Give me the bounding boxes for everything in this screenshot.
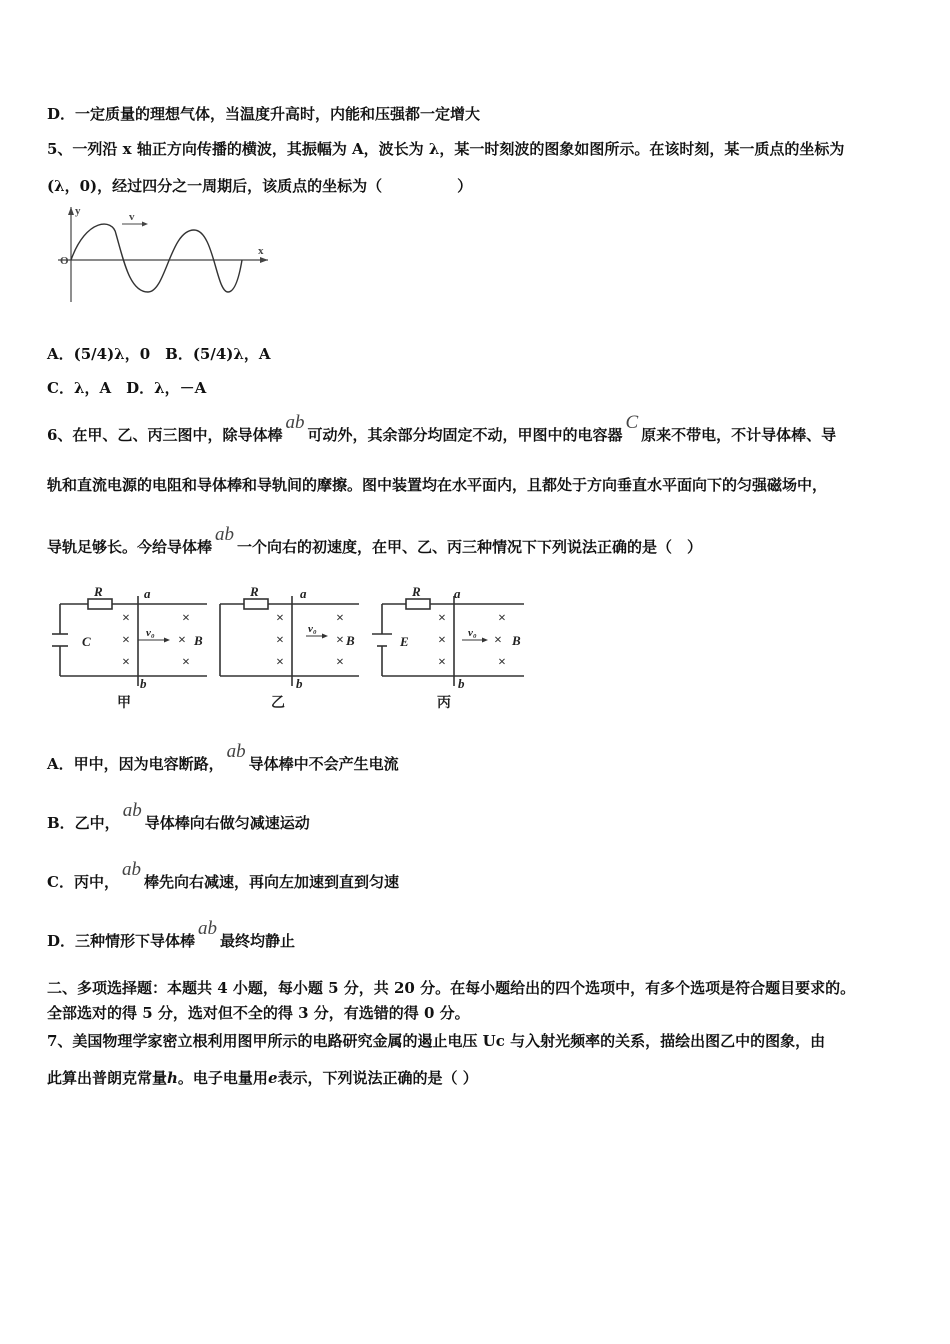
svg-text:×: × xyxy=(336,611,344,626)
circuit-name: 丙 xyxy=(437,696,451,711)
svg-text:×: × xyxy=(336,655,344,670)
q5-stem-line1: 5、一列沿 x 轴正方向传播的横波，其振幅为 A，波长为 λ，某一时刻波的图象如图所示。在该时刻，某一质点的坐标为 xyxy=(47,140,845,158)
component-label: E xyxy=(400,634,409,649)
velocity-label: v₀ xyxy=(468,627,477,639)
symbol-ab: ab xyxy=(198,918,218,939)
top-label: a xyxy=(144,586,151,601)
svg-text:×: × xyxy=(336,633,344,648)
circuit-jia xyxy=(52,584,214,712)
field-label: B xyxy=(512,633,521,648)
symbol-ab: ab xyxy=(285,412,305,433)
q7-stem-line1: 7、美国物理学家密立根利用图甲所示的电路研究金属的遏止电压 Uc 与入射光频率的关系，描绘出图乙中的图象，由 xyxy=(47,1032,826,1050)
circuit-bing xyxy=(372,584,530,712)
q4-option-d: D．一定质量的理想气体，当温度升高时，内能和压强都一定增大 xyxy=(47,105,481,123)
svg-text:×: × xyxy=(498,611,506,626)
bottom-label: b xyxy=(458,676,465,691)
origin-label: O xyxy=(60,255,69,267)
top-label: a xyxy=(454,586,461,601)
circuit-yi xyxy=(214,584,364,712)
section2-line1: 二、多项选择题：本题共 4 小题，每小题 5 分，共 20 分。在每小题给出的四个选项中，有多个选项是符合题目要求的。 xyxy=(47,979,856,997)
symbol-ab: ab xyxy=(121,859,141,880)
q5-stem-line2: (λ，0)，经过四分之一周期后，该质点的坐标为（ ） xyxy=(47,177,473,195)
resistor-label: R xyxy=(412,584,421,599)
q6-stem-line3: 导轨足够长。今给导体棒ab一个向右的初速度，在甲、乙、丙三种情况下下列说法正确的是（ ） xyxy=(47,524,703,556)
wave-curve xyxy=(71,224,242,292)
svg-text:×: × xyxy=(438,655,446,670)
svg-text:×: × xyxy=(182,611,190,626)
svg-text:×: × xyxy=(182,655,190,670)
velocity-label: v xyxy=(129,211,135,223)
bottom-label: b xyxy=(296,676,303,691)
resistor-label: R xyxy=(250,584,259,599)
field-label: B xyxy=(346,633,355,648)
svg-text:×: × xyxy=(494,633,502,648)
q6-option-a: A．甲中，因为电容断路，ab导体棒中不会产生电流 xyxy=(47,741,399,773)
component-label: C xyxy=(82,634,91,649)
svg-text:×: × xyxy=(498,655,506,670)
svg-text:×: × xyxy=(438,611,446,626)
q5-options-cd: C．λ，A D．λ，－A xyxy=(47,379,207,397)
section2-line2: 全部选对的得 5 分，选对但不全的得 3 分，有选错的得 0 分。 xyxy=(47,1004,470,1022)
q6-option-d: D．三种情形下导体棒ab最终均静止 xyxy=(47,918,296,950)
x-axis-label: x xyxy=(258,245,264,257)
y-axis-label: y xyxy=(75,205,81,217)
circuit-name: 甲 xyxy=(117,696,131,711)
q5-options-ab: A．(5/4)λ，0 B．(5/4)λ，A xyxy=(47,345,271,363)
velocity-label: v₀ xyxy=(146,627,155,639)
svg-text:×: × xyxy=(178,633,186,648)
q6-stem-line2: 轨和直流电源的电阻和导体棒和导轨间的摩擦。图中装置均在水平面内，且都处于方向垂直水平面向下的匀强磁场中， xyxy=(47,476,828,494)
bottom-label: b xyxy=(140,676,147,691)
symbol-ab: ab xyxy=(215,524,235,545)
symbol-ab: ab xyxy=(226,741,246,762)
circuit-name: 乙 xyxy=(271,696,285,711)
q5-wave-figure xyxy=(58,202,273,310)
svg-text:×: × xyxy=(276,633,284,648)
svg-text:×: × xyxy=(438,633,446,648)
resistor-label: R xyxy=(94,584,103,599)
svg-text:×: × xyxy=(122,633,130,648)
symbol-C: C xyxy=(625,412,639,433)
q6-option-b: B．乙中，ab导体棒向右做匀减速运动 xyxy=(47,800,310,832)
svg-text:×: × xyxy=(276,611,284,626)
symbol-ab: ab xyxy=(122,800,142,821)
field-label: B xyxy=(194,633,203,648)
svg-text:×: × xyxy=(122,655,130,670)
top-label: a xyxy=(300,586,307,601)
q7-stem-line2: 此算出普朗克常量h。电子电量用e表示，下列说法正确的是（ ） xyxy=(47,1069,478,1087)
svg-text:×: × xyxy=(276,655,284,670)
velocity-label: v₀ xyxy=(308,623,317,635)
q6-stem-line1: 6、在甲、乙、丙三图中，除导体棒ab可动外，其余部分均固定不动，甲图中的电容器C原来不带电，不计导体棒、导 xyxy=(47,412,837,444)
svg-text:×: × xyxy=(122,611,130,626)
q6-option-c: C．丙中，ab棒先向右减速，再向左加速到直到匀速 xyxy=(47,859,399,891)
